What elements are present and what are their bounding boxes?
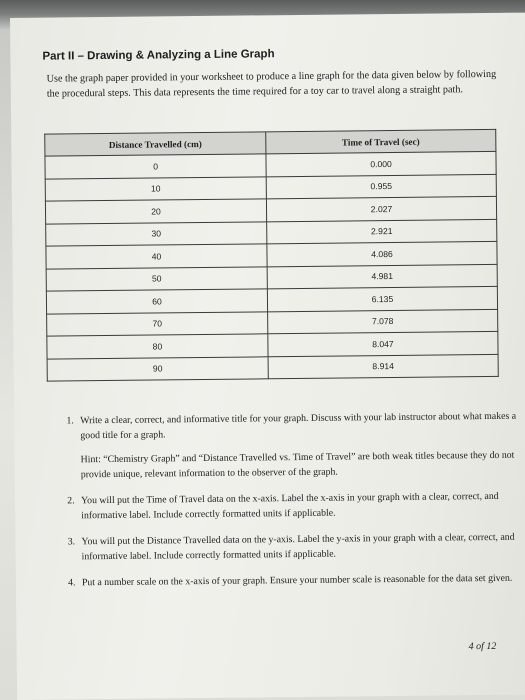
time-cell: 4.981 xyxy=(267,264,497,289)
time-cell: 7.078 xyxy=(268,309,498,334)
distance-cell: 30 xyxy=(46,221,267,246)
data-table xyxy=(44,129,499,382)
page-number: 4 of 12 xyxy=(468,640,497,653)
distance-cell: 0 xyxy=(45,154,266,179)
time-cell: 8.914 xyxy=(268,354,498,379)
distance-cell: 10 xyxy=(45,176,266,201)
distance-cell: 70 xyxy=(47,311,268,336)
time-cell: 0.955 xyxy=(266,174,496,199)
hint-text: Hint: “Chemistry Graph” and “Distance Travelled vs. Time of Travel” are both weak titles because they do not provide unique, relevant information to the observer of the graph. xyxy=(80,449,515,480)
column-header-distance: Distance Travelled (cm) xyxy=(45,132,266,156)
step-item xyxy=(76,410,525,483)
distance-cell: 90 xyxy=(47,356,268,381)
distance-cell: 80 xyxy=(47,334,268,359)
distance-cell: 40 xyxy=(46,244,267,269)
time-cell: 2.027 xyxy=(266,196,496,221)
time-cell: 0.000 xyxy=(266,151,496,176)
table-row xyxy=(47,354,498,381)
procedure-steps xyxy=(58,410,525,603)
step-text: Write a clear, correct, and informative title for your graph. Discuss with your lab instructor about what makes a good title for a graph. xyxy=(80,410,517,441)
column-header-time: Time of Travel (sec) xyxy=(266,129,496,153)
time-cell: 8.047 xyxy=(268,331,498,356)
time-cell: 4.086 xyxy=(267,241,497,266)
time-cell: 2.921 xyxy=(267,219,497,244)
distance-cell: 20 xyxy=(45,199,266,224)
section-heading: Part II – Drawing & Analyzing a Line Graph xyxy=(42,48,275,63)
step-text: Put a number scale on the x-axis of your graph. Ensure your number scale is reasonable for the data set given. xyxy=(81,572,513,589)
time-cell: 6.135 xyxy=(267,286,497,311)
step-item xyxy=(78,572,525,591)
worksheet-page xyxy=(10,13,525,700)
step-item xyxy=(77,531,525,565)
intro-paragraph: Use the graph paper provided in your worksheet to produce a line graph for the data given below by following the procedural steps. This data represents the time required for a toy car to travel along a straight path. xyxy=(46,68,497,100)
step-text: You will put the Distance Travelled data on the y-axis. Label the y-axis in your graph with a clear, correct, and informative label. Include correctly formatted units if applicable. xyxy=(81,531,515,562)
step-text: You will put the Time of Travel data on the x-axis. Label the x-axis in your graph with a clear, correct, and informative label. Include correctly formatted units if applicable. xyxy=(81,490,499,521)
distance-cell: 50 xyxy=(46,266,267,291)
step-item xyxy=(77,490,525,524)
distance-cell: 60 xyxy=(46,289,267,314)
